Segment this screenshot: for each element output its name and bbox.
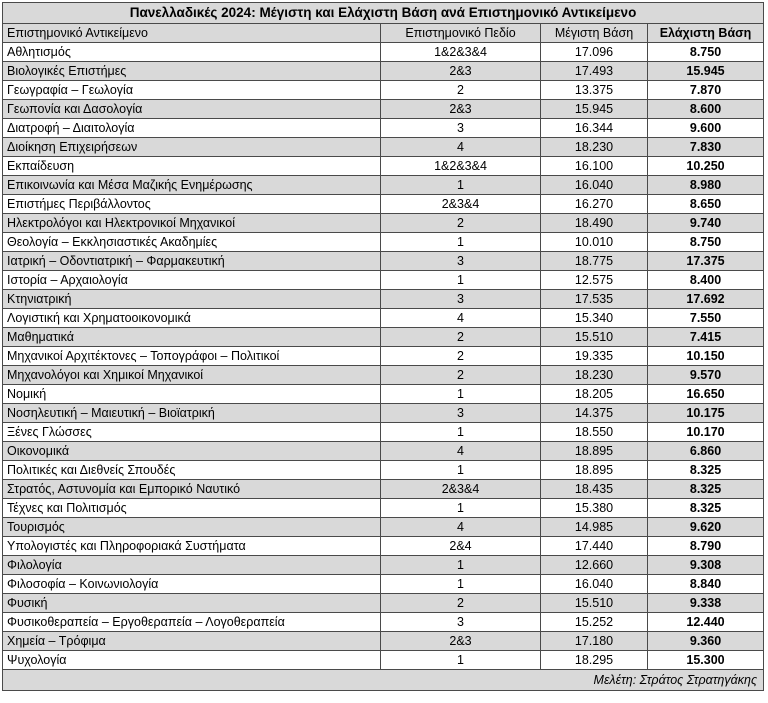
cell-max-score: 15.945 [541,100,648,119]
cell-field: 3 [381,290,541,309]
cell-max-score: 13.375 [541,81,648,100]
cell-field: 2&3&4 [381,195,541,214]
cell-min-score: 16.650 [648,385,764,404]
cell-field: 1 [381,499,541,518]
cell-subject: Διατροφή – Διαιτολογία [3,119,381,138]
cell-subject: Μαθηματικά [3,328,381,347]
cell-max-score: 17.493 [541,62,648,81]
table-row [3,518,764,537]
cell-max-score: 16.100 [541,157,648,176]
cell-field: 1 [381,385,541,404]
cell-min-score: 8.325 [648,480,764,499]
table-row [3,81,764,100]
cell-field: 3 [381,119,541,138]
table-row [3,252,764,271]
cell-subject: Κτηνιατρική [3,290,381,309]
cell-max-score: 16.040 [541,575,648,594]
cell-subject: Ξένες Γλώσσες [3,423,381,442]
cell-subject: Υπολογιστές και Πληροφοριακά Συστήματα [3,537,381,556]
cell-field: 2 [381,594,541,613]
table-row [3,271,764,290]
cell-field: 4 [381,138,541,157]
cell-min-score: 8.400 [648,271,764,290]
cell-subject: Βιολογικές Επιστήμες [3,62,381,81]
cell-field: 2 [381,214,541,233]
cell-min-score: 8.325 [648,461,764,480]
table-row [3,499,764,518]
table-row [3,556,764,575]
table-row [3,537,764,556]
cell-field: 1 [381,176,541,195]
cell-max-score: 15.380 [541,499,648,518]
cell-max-score: 15.510 [541,594,648,613]
cell-max-score: 18.295 [541,651,648,670]
cell-min-score: 9.600 [648,119,764,138]
cell-min-score: 10.170 [648,423,764,442]
cell-min-score: 8.650 [648,195,764,214]
credit-text: Μελέτη: Στράτος Στρατηγάκης [3,670,764,691]
cell-field: 3 [381,613,541,632]
table-row [3,442,764,461]
cell-subject: Τέχνες και Πολιτισμός [3,499,381,518]
cell-min-score: 8.840 [648,575,764,594]
table-row [3,328,764,347]
cell-max-score: 19.335 [541,347,648,366]
table-row [3,309,764,328]
cell-subject: Φιλολογία [3,556,381,575]
table-row [3,480,764,499]
table-row [3,157,764,176]
cell-subject: Χημεία – Τρόφιμα [3,632,381,651]
cell-min-score: 9.308 [648,556,764,575]
cell-field: 1&2&3&4 [381,43,541,62]
table-row [3,43,764,62]
table-row [3,385,764,404]
cell-subject: Φυσικοθεραπεία – Εργοθεραπεία – Λογοθεραπεία [3,613,381,632]
table-row [3,62,764,81]
cell-min-score: 9.360 [648,632,764,651]
cell-min-score: 9.338 [648,594,764,613]
cell-field: 4 [381,309,541,328]
cell-min-score: 8.980 [648,176,764,195]
table-row [3,366,764,385]
cell-subject: Πολιτικές και Διεθνείς Σπουδές [3,461,381,480]
cell-max-score: 17.535 [541,290,648,309]
cell-subject: Εκπαίδευση [3,157,381,176]
cell-max-score: 14.985 [541,518,648,537]
cell-subject: Μηχανολόγοι και Χημικοί Μηχανικοί [3,366,381,385]
cell-max-score: 18.435 [541,480,648,499]
cell-field: 1 [381,423,541,442]
cell-subject: Επικοινωνία και Μέσα Μαζικής Ενημέρωσης [3,176,381,195]
cell-field: 2 [381,347,541,366]
cell-field: 3 [381,404,541,423]
cell-subject: Οικονομικά [3,442,381,461]
cell-subject: Φιλοσοφία – Κοινωνιολογία [3,575,381,594]
cell-min-score: 9.740 [648,214,764,233]
cell-field: 2 [381,366,541,385]
cell-subject: Τουρισμός [3,518,381,537]
cell-subject: Νοσηλευτική – Μαιευτική – Βιοϊατρική [3,404,381,423]
table-row [3,290,764,309]
header-max-score: Μέγιστη Βάση [541,24,648,43]
cell-min-score: 8.790 [648,537,764,556]
cell-max-score: 16.270 [541,195,648,214]
cell-subject: Νομική [3,385,381,404]
table-row [3,613,764,632]
table-row [3,214,764,233]
cell-min-score: 17.375 [648,252,764,271]
cell-max-score: 16.040 [541,176,648,195]
cell-max-score: 18.490 [541,214,648,233]
cell-field: 2&3&4 [381,480,541,499]
table-row [3,119,764,138]
cell-max-score: 17.096 [541,43,648,62]
cell-max-score: 10.010 [541,233,648,252]
cell-max-score: 15.252 [541,613,648,632]
cell-max-score: 14.375 [541,404,648,423]
title-row [3,3,764,24]
cell-max-score: 18.895 [541,461,648,480]
cell-field: 1 [381,233,541,252]
cell-subject: Στρατός, Αστυνομία και Εμπορικό Ναυτικό [3,480,381,499]
table-title: Πανελλαδικές 2024: Μέγιστη και Ελάχιστη Βάση ανά Επιστημονικό Αντικείμενο [3,3,764,24]
cell-subject: Επιστήμες Περιβάλλοντος [3,195,381,214]
cell-min-score: 9.620 [648,518,764,537]
cell-subject: Μηχανικοί Αρχιτέκτονες – Τοπογράφοι – Πολιτικοί [3,347,381,366]
cell-max-score: 16.344 [541,119,648,138]
cell-max-score: 17.180 [541,632,648,651]
cell-field: 3 [381,252,541,271]
cell-field: 1 [381,575,541,594]
cell-max-score: 12.660 [541,556,648,575]
cell-max-score: 18.230 [541,138,648,157]
cell-min-score: 7.870 [648,81,764,100]
header-row [3,24,764,43]
table-row [3,594,764,613]
table-row [3,575,764,594]
table-row [3,195,764,214]
table-row [3,233,764,252]
cell-min-score: 10.150 [648,347,764,366]
cell-max-score: 18.895 [541,442,648,461]
cell-min-score: 8.750 [648,233,764,252]
cell-min-score: 10.250 [648,157,764,176]
cell-subject: Γεωπονία και Δασολογία [3,100,381,119]
cell-subject: Φυσική [3,594,381,613]
cell-subject: Διοίκηση Επιχειρήσεων [3,138,381,157]
cell-min-score: 10.175 [648,404,764,423]
footer-row [3,670,764,691]
cell-field: 2&3 [381,62,541,81]
cell-min-score: 15.945 [648,62,764,81]
header-min-score: Ελάχιστη Βάση [648,24,764,43]
table-row [3,176,764,195]
cell-field: 2 [381,81,541,100]
table-row [3,347,764,366]
cell-max-score: 18.775 [541,252,648,271]
cell-min-score: 8.325 [648,499,764,518]
cell-field: 2&3 [381,100,541,119]
cell-subject: Θεολογία – Εκκλησιαστικές Ακαδημίες [3,233,381,252]
table-container [2,2,763,691]
table-row [3,423,764,442]
cell-max-score: 18.230 [541,366,648,385]
cell-min-score: 7.415 [648,328,764,347]
cell-max-score: 17.440 [541,537,648,556]
cell-max-score: 18.550 [541,423,648,442]
table-row [3,404,764,423]
cell-subject: Ηλεκτρολόγοι και Ηλεκτρονικοί Μηχανικοί [3,214,381,233]
table-row [3,461,764,480]
cell-min-score: 15.300 [648,651,764,670]
cell-field: 2&4 [381,537,541,556]
cell-min-score: 17.692 [648,290,764,309]
cell-subject: Ιατρική – Οδοντιατρική – Φαρμακευτική [3,252,381,271]
table-row [3,100,764,119]
cell-subject: Ιστορία – Αρχαιολογία [3,271,381,290]
cell-field: 4 [381,518,541,537]
cell-field: 4 [381,442,541,461]
cell-min-score: 8.600 [648,100,764,119]
cell-subject: Ψυχολογία [3,651,381,670]
cell-field: 1 [381,271,541,290]
cell-subject: Γεωγραφία – Γεωλογία [3,81,381,100]
data-table [2,2,764,691]
table-row [3,632,764,651]
cell-min-score: 9.570 [648,366,764,385]
cell-field: 2 [381,328,541,347]
cell-field: 1 [381,651,541,670]
cell-subject: Λογιστική και Χρηματοοικονομικά [3,309,381,328]
table-row [3,138,764,157]
cell-field: 1 [381,556,541,575]
cell-field: 1&2&3&4 [381,157,541,176]
cell-max-score: 15.510 [541,328,648,347]
header-subject: Επιστημονικό Αντικείμενο [3,24,381,43]
cell-max-score: 18.205 [541,385,648,404]
cell-min-score: 7.830 [648,138,764,157]
cell-min-score: 12.440 [648,613,764,632]
cell-max-score: 12.575 [541,271,648,290]
cell-field: 2&3 [381,632,541,651]
cell-min-score: 6.860 [648,442,764,461]
cell-min-score: 8.750 [648,43,764,62]
cell-max-score: 15.340 [541,309,648,328]
table-row [3,651,764,670]
header-field: Επιστημονικό Πεδίο [381,24,541,43]
cell-min-score: 7.550 [648,309,764,328]
cell-field: 1 [381,461,541,480]
cell-subject: Αθλητισμός [3,43,381,62]
